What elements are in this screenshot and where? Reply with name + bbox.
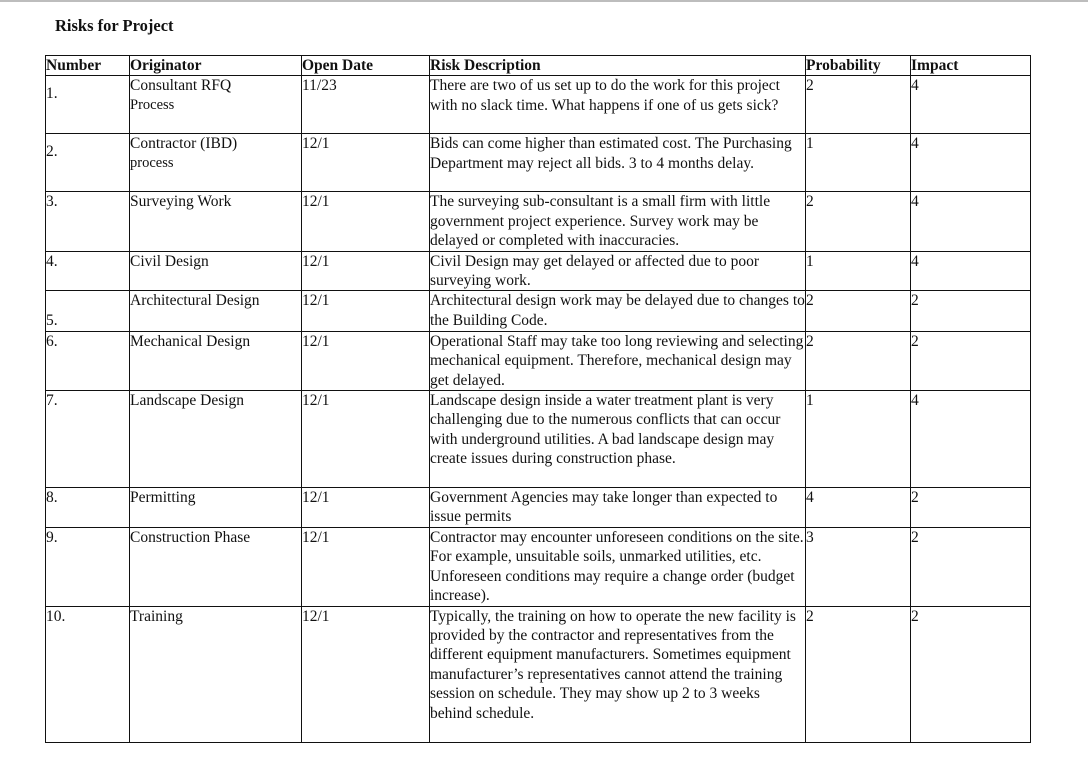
impact-value: 2 [911, 527, 1031, 606]
risk-description: Landscape design inside a water treatment plant is very challenging due to the numerous conflicts that can occur with underground utilities. A bad landscape design may create issues during construction phase. [430, 391, 806, 488]
risk-description: Bids can come higher than estimated cost. The Purchasing Department may reject all bids. 3 to 4 months delay. [430, 134, 806, 192]
row-number-cell [46, 134, 130, 192]
probability-value: 2 [806, 291, 911, 331]
impact-value: 2 [911, 606, 1031, 742]
row-number: 6. [46, 332, 58, 350]
originator: Surveying Work [130, 192, 302, 251]
risk-description: Operational Staff may take too long reviewing and selecting mechanical equipment. Therefore, mechanical design may get delayed. [430, 331, 806, 390]
table-row [46, 527, 1031, 606]
row-number-cell [46, 76, 130, 134]
probability-value: 3 [806, 527, 911, 606]
table-row [46, 134, 1031, 192]
originator: Mechanical Design [130, 331, 302, 390]
open-date: 12/1 [302, 291, 430, 331]
impact-value: 4 [911, 391, 1031, 488]
table-row [46, 391, 1031, 488]
row-number-cell [46, 291, 130, 331]
open-date: 12/1 [302, 488, 430, 528]
header-originator: Originator [130, 56, 302, 76]
table-row [46, 76, 1031, 134]
originator: Permitting [130, 488, 302, 528]
row-number-cell [46, 331, 130, 390]
probability-value: 1 [806, 391, 911, 488]
header-probability: Probability [806, 56, 911, 76]
impact-value: 4 [911, 251, 1031, 291]
originator: Training [130, 606, 302, 742]
open-date: 12/1 [302, 391, 430, 488]
impact-value: 4 [911, 76, 1031, 134]
originator-line2: Process [130, 96, 175, 113]
probability-value: 1 [806, 134, 911, 192]
risk-description: The surveying sub-consultant is a small firm with little government project experience. Survey work may be delayed or completed with inaccuracies. [430, 192, 806, 251]
open-date: 12/1 [302, 527, 430, 606]
originator: Contractor (IBD) [130, 135, 238, 153]
impact-value: 4 [911, 192, 1031, 251]
row-number: 3. [46, 193, 58, 211]
page-top-rule [0, 0, 1088, 2]
table-row [46, 488, 1031, 528]
open-date: 12/1 [302, 192, 430, 251]
row-number: 9. [46, 528, 58, 546]
table-row [46, 331, 1031, 390]
originator-line2: process [130, 154, 174, 171]
row-number: 8. [46, 489, 58, 507]
header-open-date: Open Date [302, 56, 430, 76]
row-number: 7. [46, 392, 58, 410]
document-title: Risks for Project [55, 16, 174, 35]
table-header-row [46, 56, 1031, 76]
probability-value: 2 [806, 331, 911, 390]
row-number-cell [46, 527, 130, 606]
originator: Construction Phase [130, 527, 302, 606]
impact-value: 2 [911, 291, 1031, 331]
open-date: 11/23 [302, 76, 430, 134]
row-number: 1. [46, 85, 58, 103]
risk-description: Government Agencies may take longer than expected to issue permits [430, 488, 806, 528]
header-impact: Impact [911, 56, 1031, 76]
probability-value: 2 [806, 606, 911, 742]
probability-value: 2 [806, 76, 911, 134]
row-number-cell [46, 391, 130, 488]
header-risk-description: Risk Description [430, 56, 806, 76]
open-date: 12/1 [302, 251, 430, 291]
risk-table [45, 55, 1031, 743]
table-row [46, 251, 1031, 291]
row-number: 4. [46, 252, 58, 270]
impact-value: 4 [911, 134, 1031, 192]
row-number-cell [46, 192, 130, 251]
risk-description: Contractor may encounter unforeseen conditions on the site. For example, unsuitable soils, unmarked utilities, etc. Unforeseen conditions may require a change order (budget increase). [430, 528, 804, 605]
table-row [46, 192, 1031, 251]
open-date: 12/1 [302, 331, 430, 390]
risk-description: There are two of us set up to do the work for this project with no slack time. What happens if one of us gets sick? [430, 76, 806, 134]
open-date: 12/1 [302, 134, 430, 192]
table-row [46, 291, 1031, 331]
row-number-cell [46, 606, 130, 742]
originator-cell [130, 134, 302, 192]
risk-description: Typically, the training on how to operate the new facility is provided by the contractor and representatives from the different equipment manufacturers. Sometimes equipment manufacturer’s representatives cannot attend the training session on schedule. They may show up 2 to 3 weeks behind schedule. [430, 606, 806, 742]
row-number: 2. [46, 143, 58, 161]
row-number: 5. [46, 312, 58, 330]
header-number: Number [46, 56, 130, 76]
originator: Architectural Design [130, 291, 302, 331]
originator-cell [130, 76, 302, 134]
risk-description: Civil Design may get delayed or affected due to poor surveying work. [430, 251, 806, 291]
probability-value: 4 [806, 488, 911, 528]
risk-description: Architectural design work may be delayed due to changes to the Building Code. [430, 291, 806, 331]
row-number-cell [46, 488, 130, 528]
row-number-cell [46, 251, 130, 291]
probability-value: 2 [806, 192, 911, 251]
impact-value: 2 [911, 331, 1031, 390]
impact-value: 2 [911, 488, 1031, 528]
originator: Consultant RFQ [130, 77, 232, 95]
table-row [46, 606, 1031, 742]
open-date: 12/1 [302, 606, 430, 742]
probability-value: 1 [806, 251, 911, 291]
originator: Landscape Design [130, 391, 302, 488]
row-number: 10. [46, 607, 66, 625]
originator: Civil Design [130, 251, 302, 291]
